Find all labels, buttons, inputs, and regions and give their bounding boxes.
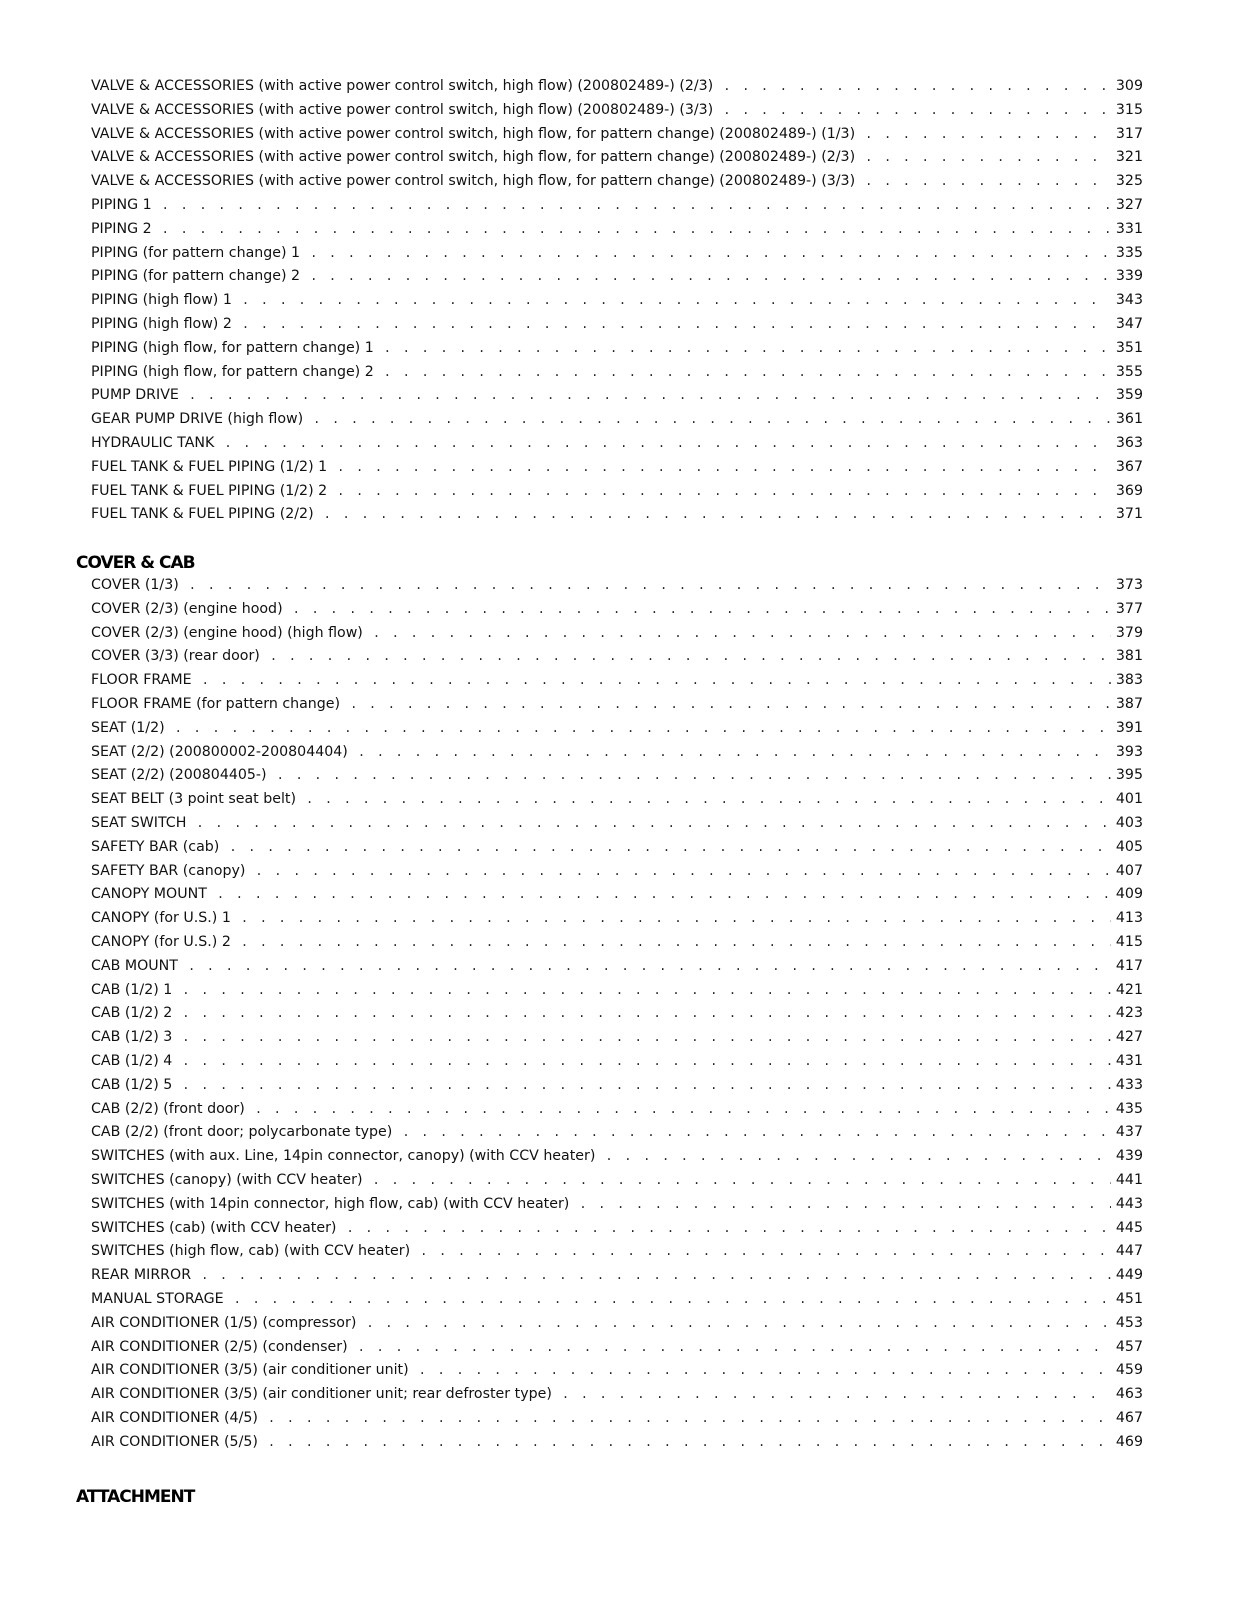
toc-entry-title: FLOOR FRAME (for pattern change) <box>91 695 341 712</box>
dot-leader <box>324 503 1111 527</box>
toc-entry-title: GEAR PUMP DRIVE (high flow) <box>91 411 304 428</box>
toc-entry-title: REAR MIRROR <box>91 1267 192 1284</box>
toc-entry-page: 369 <box>1115 482 1143 499</box>
toc-entry-page: 373 <box>1115 577 1143 593</box>
dot-leader <box>189 574 1111 598</box>
toc-entry-title: PIPING (high flow) 2 <box>91 315 232 332</box>
toc-entry-page: 339 <box>1115 268 1143 285</box>
toc-entry-title: SEAT (2/2) (200800002-200804404) <box>91 743 348 760</box>
toc-entry-page: 355 <box>1115 363 1143 380</box>
toc-entry-title: VALVE & ACCESSORIES (with active power control switch, high flow, for pattern change) (200802489-) (3/3) <box>91 173 856 190</box>
toc-entry[interactable] <box>91 1383 1143 1407</box>
toc-entry[interactable] <box>91 337 1143 361</box>
toc-entry-title: SWITCHES (with aux. Line, 14pin connector, canopy) (with CCV heater) <box>91 1148 596 1165</box>
toc-entry-page: 347 <box>1115 315 1143 332</box>
toc-entry[interactable] <box>91 432 1143 456</box>
toc-entry-page: 401 <box>1115 791 1143 808</box>
toc-entry[interactable] <box>91 931 1143 955</box>
toc-entry[interactable] <box>91 218 1143 242</box>
toc-entry-title: FUEL TANK & FUEL PIPING (1/2) 1 <box>91 458 328 475</box>
toc-entry-title: COVER (2/3) (engine hood) <box>91 600 283 617</box>
toc-entry-title: SEAT BELT (3 point seat belt) <box>91 791 296 808</box>
toc-entry-title: MANUAL STORAGE <box>91 1290 224 1307</box>
toc-entry-page: 421 <box>1115 981 1143 998</box>
dot-leader <box>865 146 1111 170</box>
toc-entry-title: CAB MOUNT <box>91 957 178 974</box>
toc-entry[interactable] <box>91 1193 1143 1217</box>
toc-entry-title: VALVE & ACCESSORIES (with active power control switch, high flow) (200802489-) (3/3) <box>91 101 714 118</box>
toc-entry[interactable] <box>91 645 1143 669</box>
toc-entry[interactable] <box>91 788 1143 812</box>
dot-leader <box>579 1193 1111 1217</box>
toc-entry-title: CANOPY (for U.S.) 2 <box>91 933 231 950</box>
toc-entry-page: 383 <box>1115 672 1143 689</box>
dot-leader <box>229 836 1111 860</box>
dot-leader <box>373 1169 1111 1193</box>
toc-entry-page: 463 <box>1115 1386 1143 1403</box>
dot-leader <box>384 361 1111 385</box>
dot-leader <box>865 170 1111 194</box>
dot-leader <box>162 194 1111 218</box>
toc-entry[interactable] <box>91 1407 1143 1431</box>
toc-entry[interactable] <box>91 1359 1143 1383</box>
toc-entry[interactable] <box>91 456 1143 480</box>
dot-leader <box>182 979 1111 1003</box>
toc-entry[interactable] <box>91 503 1143 527</box>
toc-entry[interactable] <box>91 693 1143 717</box>
toc-entry-page: 315 <box>1115 101 1143 118</box>
toc-entry-page: 453 <box>1115 1314 1143 1331</box>
toc-entry-page: 391 <box>1115 719 1143 736</box>
toc-entry-title: CAB (1/2) 5 <box>91 1076 173 1093</box>
toc-entry-page: 359 <box>1115 387 1143 404</box>
toc-entry-page: 343 <box>1115 292 1143 309</box>
toc-entry[interactable] <box>91 1026 1143 1050</box>
toc-entry-page: 367 <box>1115 458 1143 475</box>
dot-leader <box>182 1074 1111 1098</box>
dot-leader <box>242 313 1111 337</box>
toc-entry[interactable] <box>91 1074 1143 1098</box>
toc-entry-title: CAB (1/2) 4 <box>91 1052 173 1069</box>
toc-entry-title: FUEL TANK & FUEL PIPING (1/2) 2 <box>91 482 328 499</box>
toc-entry[interactable] <box>91 1169 1143 1193</box>
toc-entry-page: 371 <box>1115 506 1143 523</box>
toc-entry-title: SWITCHES (canopy) (with CCV heater) <box>91 1171 363 1188</box>
toc-entry[interactable] <box>91 717 1143 741</box>
toc-entry-title: CAB (1/2) 1 <box>91 981 173 998</box>
toc-entry-title: CAB (2/2) (front door; polycarbonate type) <box>91 1124 393 1141</box>
toc-entry[interactable] <box>91 1312 1143 1336</box>
toc-entry-page: 393 <box>1115 743 1143 760</box>
toc-entry-page: 387 <box>1115 695 1143 712</box>
toc-entry[interactable] <box>91 1002 1143 1026</box>
toc-entry-title: SAFETY BAR (canopy) <box>91 862 246 879</box>
toc-entry-title: AIR CONDITIONER (5/5) <box>91 1433 258 1450</box>
dot-leader <box>293 598 1111 622</box>
toc-entry-title: AIR CONDITIONER (2/5) (condenser) <box>91 1338 348 1355</box>
toc-entry[interactable] <box>91 883 1143 907</box>
toc-entry[interactable] <box>91 384 1143 408</box>
dot-leader <box>182 1026 1111 1050</box>
dot-leader <box>268 1407 1111 1431</box>
toc-entry-page: 467 <box>1115 1409 1143 1426</box>
toc-entry-title: FLOOR FRAME <box>91 672 192 689</box>
toc-entry-page: 417 <box>1115 957 1143 974</box>
toc-entry-page: 351 <box>1115 339 1143 356</box>
toc-entry[interactable] <box>91 907 1143 931</box>
toc-entry[interactable] <box>91 480 1143 504</box>
dot-leader <box>241 907 1111 931</box>
dot-leader <box>234 1288 1111 1312</box>
toc-entry-page: 413 <box>1115 910 1143 927</box>
toc-entry-page: 415 <box>1115 933 1143 950</box>
toc-entry-title: SEAT (2/2) (200804405-) <box>91 767 267 784</box>
dot-leader <box>605 1145 1111 1169</box>
toc-entry-title: VALVE & ACCESSORIES (with active power control switch, high flow, for pattern change) (200802489-) (1/3) <box>91 125 856 142</box>
toc-entry-title: AIR CONDITIONER (3/5) (air conditioner unit) <box>91 1362 409 1379</box>
dot-leader <box>189 384 1111 408</box>
dot-leader <box>384 337 1111 361</box>
dot-leader <box>402 1121 1111 1145</box>
toc-entry-page: 459 <box>1115 1362 1143 1379</box>
dot-leader <box>313 408 1111 432</box>
dot-leader <box>242 289 1111 313</box>
toc-entry[interactable] <box>91 1431 1143 1455</box>
toc-entry-page: 403 <box>1115 814 1143 831</box>
toc-entry-title: AIR CONDITIONER (3/5) (air conditioner unit; rear defroster type) <box>91 1386 552 1403</box>
dot-leader <box>562 1383 1111 1407</box>
dot-leader <box>255 1098 1111 1122</box>
toc-entry-page: 407 <box>1115 862 1143 879</box>
dot-leader <box>217 883 1111 907</box>
toc-entry-title: AIR CONDITIONER (4/5) <box>91 1409 258 1426</box>
toc-entry[interactable] <box>91 99 1143 123</box>
toc-entry[interactable] <box>91 622 1143 646</box>
dot-leader <box>241 931 1111 955</box>
toc-entry-title: PUMP DRIVE <box>91 387 179 404</box>
toc-entry-title: PIPING (high flow, for pattern change) 2 <box>91 363 374 380</box>
toc-entry-page: 449 <box>1115 1267 1143 1284</box>
toc-entry-page: 327 <box>1115 196 1143 213</box>
toc-entry[interactable] <box>91 194 1143 218</box>
toc-entry-page: 379 <box>1115 624 1143 641</box>
toc-entry[interactable] <box>91 860 1143 884</box>
toc-entry-page: 437 <box>1115 1124 1143 1141</box>
toc-entry[interactable] <box>91 1050 1143 1074</box>
dot-leader <box>337 480 1111 504</box>
toc-entry-page: 335 <box>1115 244 1143 261</box>
toc-entry[interactable] <box>91 408 1143 432</box>
dot-leader <box>162 218 1111 242</box>
toc-entry[interactable] <box>91 123 1143 147</box>
toc-entry[interactable] <box>91 75 1143 99</box>
dot-leader <box>310 242 1111 266</box>
toc-entry-title: PIPING 2 <box>91 220 152 237</box>
toc-entry[interactable] <box>91 979 1143 1003</box>
dot-leader <box>255 860 1111 884</box>
toc-entry-title: CAB (2/2) (front door) <box>91 1100 245 1117</box>
toc-entry[interactable] <box>91 361 1143 385</box>
toc-entry-page: 439 <box>1115 1148 1143 1165</box>
dot-leader <box>723 99 1111 123</box>
toc-entry-title: COVER (1/3) <box>91 577 179 593</box>
toc-entry-title: SWITCHES (cab) (with CCV heater) <box>91 1219 337 1236</box>
dot-leader <box>202 669 1111 693</box>
toc-entry-title: COVER (3/3) (rear door) <box>91 648 260 665</box>
dot-leader <box>277 764 1111 788</box>
toc-entry-page: 377 <box>1115 600 1143 617</box>
toc-entry[interactable] <box>91 1240 1143 1264</box>
toc-entry[interactable] <box>91 741 1143 765</box>
toc-entry[interactable] <box>91 1121 1143 1145</box>
dot-leader <box>865 123 1111 147</box>
dot-leader <box>350 693 1111 717</box>
dot-leader <box>723 75 1111 99</box>
section-heading-cover-cab[interactable]: COVER & CAB <box>76 553 195 573</box>
dot-leader <box>306 788 1111 812</box>
toc-entry-page: 309 <box>1115 78 1143 94</box>
toc-entry-page: 317 <box>1115 125 1143 142</box>
toc-entry-title: CAB (1/2) 3 <box>91 1029 173 1046</box>
toc-entry[interactable] <box>91 289 1143 313</box>
dot-leader <box>224 432 1111 456</box>
toc-entry-page: 433 <box>1115 1076 1143 1093</box>
toc-entry[interactable] <box>91 170 1143 194</box>
dot-leader <box>182 1002 1111 1026</box>
toc-entry-title: PIPING (for pattern change) 1 <box>91 244 301 261</box>
toc-entry-title: CAB (1/2) 2 <box>91 1005 173 1022</box>
toc-entry-title: PIPING (high flow) 1 <box>91 292 232 309</box>
toc-entry-title: COVER (2/3) (engine hood) (high flow) <box>91 624 363 641</box>
toc-entry[interactable] <box>91 812 1143 836</box>
toc-entry-title: FUEL TANK & FUEL PIPING (2/2) <box>91 506 314 523</box>
dot-leader <box>201 1264 1111 1288</box>
section-heading-attachment[interactable]: ATTACHMENT <box>76 1487 195 1507</box>
dot-leader <box>366 1312 1111 1336</box>
toc-entry-page: 409 <box>1115 886 1143 903</box>
toc-entry-title: PIPING 1 <box>91 196 152 213</box>
toc-entry-page: 321 <box>1115 149 1143 166</box>
dot-leader <box>346 1217 1111 1241</box>
dot-leader <box>358 1336 1111 1360</box>
toc-entry[interactable] <box>91 1098 1143 1122</box>
toc-entry-title: HYDRAULIC TANK <box>91 434 215 451</box>
toc-entry[interactable] <box>91 764 1143 788</box>
toc-entry-page: 443 <box>1115 1195 1143 1212</box>
toc-entry-page: 325 <box>1115 173 1143 190</box>
toc-entry-title: VALVE & ACCESSORIES (with active power control switch, high flow, for pattern change) (200802489-) (2/3) <box>91 149 856 166</box>
toc-entry-page: 381 <box>1115 648 1143 665</box>
dot-leader <box>196 812 1111 836</box>
toc-entry-page: 445 <box>1115 1219 1143 1236</box>
toc-entry[interactable] <box>91 242 1143 266</box>
toc-entry-title: CANOPY (for U.S.) 1 <box>91 910 231 927</box>
dot-leader <box>175 717 1111 741</box>
toc-entry-title: CANOPY MOUNT <box>91 886 207 903</box>
toc-entry[interactable] <box>91 836 1143 860</box>
toc-entry-page: 423 <box>1115 1005 1143 1022</box>
toc-entry-title: VALVE & ACCESSORIES (with active power control switch, high flow) (200802489-) (2/3) <box>91 78 714 94</box>
toc-entry[interactable] <box>91 1145 1143 1169</box>
dot-leader <box>420 1240 1111 1264</box>
toc-entry-page: 427 <box>1115 1029 1143 1046</box>
dot-leader <box>337 456 1111 480</box>
toc-list-cover-cab <box>0 574 1236 1454</box>
toc-entry-page: 361 <box>1115 411 1143 428</box>
dot-leader <box>270 645 1111 669</box>
toc-entry-title: SWITCHES (with 14pin connector, high flow, cab) (with CCV heater) <box>91 1195 570 1212</box>
toc-entry-page: 441 <box>1115 1171 1143 1188</box>
toc-entry-page: 405 <box>1115 838 1143 855</box>
toc-entry[interactable] <box>91 598 1143 622</box>
dot-leader <box>188 955 1111 979</box>
toc-entry-title: PIPING (for pattern change) 2 <box>91 268 301 285</box>
toc-entry-title: SEAT SWITCH <box>91 814 187 831</box>
toc-entry-title: AIR CONDITIONER (1/5) (compressor) <box>91 1314 357 1331</box>
toc-entry-title: SWITCHES (high flow, cab) (with CCV heater) <box>91 1243 411 1260</box>
toc-entry[interactable] <box>91 669 1143 693</box>
dot-leader <box>182 1050 1111 1074</box>
toc-entry-title: SEAT (1/2) <box>91 719 165 736</box>
toc-entry[interactable] <box>91 1336 1143 1360</box>
toc-entry-title: PIPING (high flow, for pattern change) 1 <box>91 339 374 356</box>
toc-entry-page: 451 <box>1115 1290 1143 1307</box>
toc-entry[interactable] <box>91 146 1143 170</box>
toc-entry-page: 447 <box>1115 1243 1143 1260</box>
toc-entry-page: 457 <box>1115 1338 1143 1355</box>
dot-leader <box>419 1359 1111 1383</box>
toc-entry-page: 363 <box>1115 434 1143 451</box>
toc-list-hydraulics <box>0 75 1236 527</box>
dot-leader <box>373 622 1111 646</box>
toc-entry-page: 331 <box>1115 220 1143 237</box>
toc-entry[interactable] <box>91 1288 1143 1312</box>
toc-entry[interactable] <box>91 1217 1143 1241</box>
toc-entry-page: 469 <box>1115 1433 1143 1450</box>
dot-leader <box>358 741 1111 765</box>
toc-entry[interactable] <box>91 265 1143 289</box>
toc-entry-title: SAFETY BAR (cab) <box>91 838 220 855</box>
toc-entry[interactable] <box>91 955 1143 979</box>
toc-entry-page: 435 <box>1115 1100 1143 1117</box>
toc-entry[interactable] <box>91 313 1143 337</box>
toc-entry[interactable] <box>91 1264 1143 1288</box>
toc-entry[interactable] <box>91 574 1143 598</box>
dot-leader <box>310 265 1111 289</box>
toc-entry-page: 395 <box>1115 767 1143 784</box>
toc-entry-page: 431 <box>1115 1052 1143 1069</box>
dot-leader <box>268 1431 1111 1455</box>
